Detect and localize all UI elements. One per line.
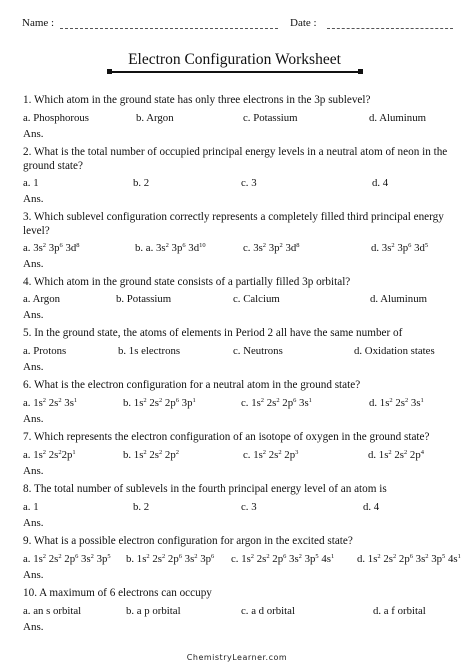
answer-option[interactable]: b. 2 bbox=[133, 501, 150, 513]
title-underline-dot-right bbox=[358, 69, 363, 74]
answer-option[interactable]: c. Neutrons bbox=[233, 345, 283, 357]
answer-option[interactable]: c. a d orbital bbox=[241, 605, 295, 617]
question-text: 3. Which sublevel configuration correctly represents a completely filled third principal energy level? bbox=[23, 211, 444, 237]
answer-field[interactable]: Ans. bbox=[23, 258, 44, 270]
answer-field[interactable]: Ans. bbox=[23, 517, 44, 529]
answer-option[interactable]: b. $1s^2$ $2s^2$ $2p^6$ $3s^2$ $3p^6$ bbox=[126, 553, 215, 565]
answer-option[interactable]: a. Protons bbox=[23, 345, 67, 357]
answer-option[interactable]: a. $1s^2$ $2s^2$ $3s^1$ bbox=[23, 397, 78, 409]
question-text: 1. Which atom in the ground state has only three electrons in the 3p sublevel? bbox=[23, 94, 371, 106]
answer-options bbox=[23, 111, 463, 125]
answer-option[interactable]: c. $3s^2$ $3p^2$ $3d^8$ bbox=[243, 242, 300, 254]
question-text: 2. What is the total number of occupied principal energy levels in a neutral atom of neon in the ground state? bbox=[23, 146, 448, 172]
question-text: 5. In the ground state, the atoms of elements in Period 2 all have the same number of bbox=[23, 327, 403, 339]
answer-options bbox=[23, 241, 463, 255]
answer-option[interactable]: c. 3 bbox=[241, 501, 257, 513]
answer-option[interactable]: c. $1s^2$ $2s^2$ $2p^6$ $3s^1$ bbox=[241, 397, 312, 409]
answer-field[interactable]: Ans. bbox=[23, 361, 44, 373]
answer-options bbox=[23, 448, 463, 462]
answer-option[interactable]: a. 1 bbox=[23, 177, 39, 189]
header-fields bbox=[0, 17, 474, 35]
question-text: 9. What is a possible electron configuration for argon in the excited state? bbox=[23, 535, 353, 547]
answer-option[interactable]: a. $1s^2$ $2s^2$ $2p^6$ $3s^2$ $3p^5$ bbox=[23, 553, 111, 565]
answer-field[interactable]: Ans. bbox=[23, 413, 44, 425]
answer-option[interactable]: d. 4 bbox=[363, 501, 380, 513]
answer-option[interactable]: d. Aluminum bbox=[370, 293, 427, 305]
date-label: Date : bbox=[290, 17, 317, 29]
answer-field[interactable]: Ans. bbox=[23, 621, 44, 633]
answer-option[interactable]: d. $3s^2$ $3p^6$ $3d^5$ bbox=[371, 242, 429, 254]
question-text: 7. Which represents the electron configuration of an isotope of oxygen in the ground state? bbox=[23, 431, 430, 443]
answer-option[interactable]: d. $1s^2$ $2s^2$ $3s^1$ bbox=[369, 397, 424, 409]
answer-option[interactable]: c. $1s^2$ $2s^2$ $2p^6$ $3s^2$ $3p^5$ $4s^1$ bbox=[231, 553, 335, 565]
answer-option[interactable]: d. a f orbital bbox=[373, 605, 426, 617]
page-title: Electron Configuration Worksheet bbox=[128, 51, 341, 68]
answer-field[interactable]: Ans. bbox=[23, 309, 44, 321]
answer-option[interactable]: b. a p orbital bbox=[126, 605, 181, 617]
question-text: 8. The total number of sublevels in the fourth principal energy level of an atom is bbox=[23, 483, 387, 495]
answer-field[interactable]: Ans. bbox=[23, 465, 44, 477]
answer-option[interactable]: b. 1s electrons bbox=[118, 345, 181, 357]
answer-options bbox=[23, 176, 463, 190]
answer-option[interactable]: c. $1s^2$ $2s^2$ $2p^3$ bbox=[243, 449, 299, 461]
answer-options bbox=[23, 344, 463, 358]
question-text: 10. A maximum of 6 electrons can occupy bbox=[23, 587, 212, 599]
answer-option[interactable]: b. $1s^2$ $2s^2$ $2p^2$ bbox=[123, 449, 179, 461]
answer-option[interactable]: a. 1 bbox=[23, 501, 39, 513]
title-underline-dot-left bbox=[107, 69, 112, 74]
answer-option[interactable]: a. an s orbital bbox=[23, 605, 82, 617]
question-text: 6. What is the electron configuration for a neutral atom in the ground state? bbox=[23, 379, 361, 391]
answer-option[interactable]: b. $1s^2$ $2s^2$ $2p^6$ $3p^1$ bbox=[123, 397, 196, 409]
footer-credit: ChemistryLearner.com bbox=[186, 653, 288, 662]
answer-option[interactable]: b. a. $3s^2$ $3p^6$ $3d^{10}$ bbox=[135, 242, 206, 254]
answer-option[interactable]: d. Aluminum bbox=[369, 112, 426, 124]
answer-options bbox=[23, 292, 463, 306]
question-text: 4. Which atom in the ground state consists of a partially filled 3p orbital? bbox=[23, 276, 351, 288]
answer-option[interactable]: d. Oxidation states bbox=[354, 345, 435, 357]
name-field[interactable] bbox=[60, 28, 278, 29]
answer-option[interactable]: b. Argon bbox=[136, 112, 174, 124]
answer-option[interactable]: b. Potassium bbox=[116, 293, 172, 305]
answer-option[interactable]: d. $1s^2$ $2s^2$ $2p^6$ $3s^2$ $3p^5$ $4s^1$ bbox=[357, 553, 461, 565]
answer-options bbox=[23, 396, 463, 410]
answer-options bbox=[23, 500, 463, 514]
answer-field[interactable]: Ans. bbox=[23, 193, 44, 205]
date-field[interactable] bbox=[327, 28, 453, 29]
title-underline bbox=[110, 71, 360, 73]
answer-option[interactable]: a. Argon bbox=[23, 293, 60, 305]
answer-option[interactable]: d. $1s^2$ $2s^2$ $2p^4$ bbox=[368, 449, 424, 461]
answer-option[interactable]: d. 4 bbox=[372, 177, 389, 189]
answer-field[interactable]: Ans. bbox=[23, 569, 44, 581]
answer-option[interactable]: b. 2 bbox=[133, 177, 150, 189]
answer-option[interactable]: a. $3s^2$ $3p^6$ $3d^8$ bbox=[23, 242, 80, 254]
answer-option[interactable]: c. 3 bbox=[241, 177, 257, 189]
answer-options bbox=[23, 604, 463, 618]
answer-option[interactable]: a. $1s^2$ $2s^22p^1$ bbox=[23, 449, 76, 461]
answer-option[interactable]: c. Calcium bbox=[233, 293, 280, 305]
answer-option[interactable]: a. Phosphorous bbox=[23, 112, 89, 124]
answer-field[interactable]: Ans. bbox=[23, 128, 44, 140]
answer-options bbox=[23, 552, 463, 566]
answer-option[interactable]: c. Potassium bbox=[243, 112, 298, 124]
name-label: Name : bbox=[22, 17, 55, 29]
